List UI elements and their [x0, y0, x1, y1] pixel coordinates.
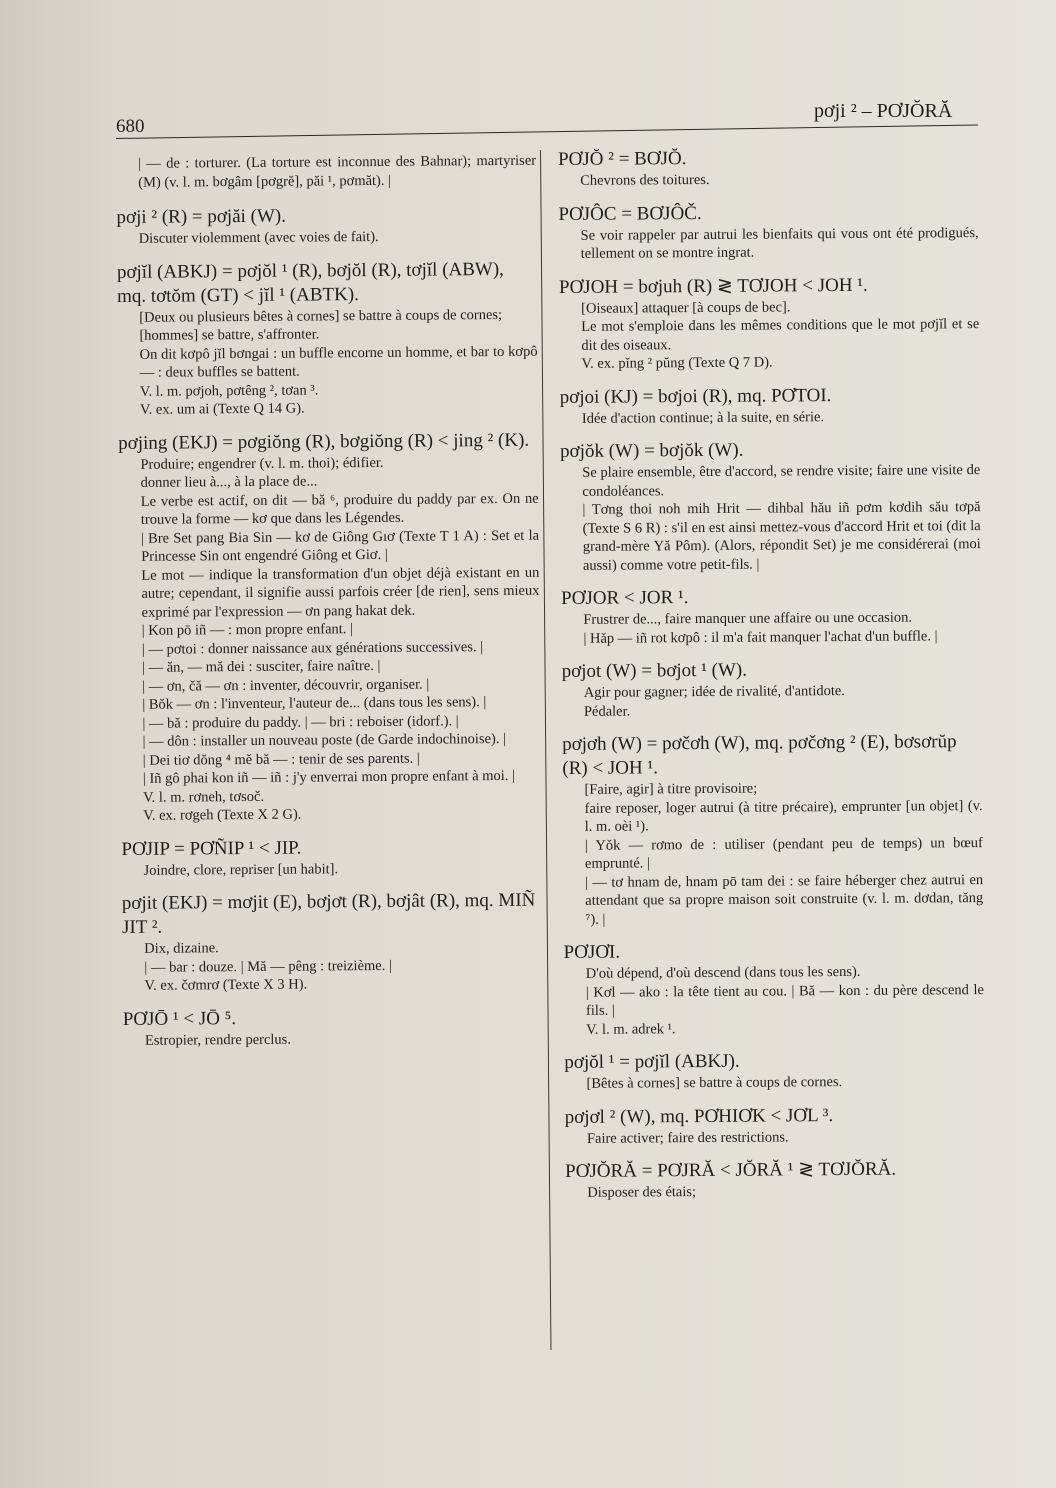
column-divider: [540, 150, 551, 1350]
dictionary-entry: [558, 145, 978, 190]
entry-definition-line: V. ex. rơgeh (Texte X 2 G).: [143, 806, 302, 824]
dictionary-entry: [564, 1048, 984, 1093]
dictionary-entry: [118, 428, 541, 825]
entry-definition-line: | Yŏk — rơmo de : utiliser (pendant peu de temps) un bœuf emprunté. |: [584, 834, 983, 872]
entry-definition-line: [Faire, agir] à titre provisoire;: [584, 780, 758, 798]
entry-definition-line: [Deux ou plusieurs bêtes à cornes] se battre à coups de cornes;: [139, 306, 503, 326]
entry-definition-line: | — dôn : installer un nouveau poste (de Garde indochinoise). |: [142, 730, 507, 750]
left-column: [116, 152, 543, 1062]
dictionary-entry: [562, 657, 982, 721]
entry-definition-line: donner lieu à..., à la place de...: [140, 473, 318, 491]
entry-definition-line: | Bre Set pang Bia Sin — kơ de Giông Gıơ (Texte T 1 A) : Set et la Princesse Sin ont engendré Giông et Giơ. |: [140, 527, 540, 565]
entry-definition-line: V. ex. čơmrơ (Texte X 3 H).: [144, 976, 308, 994]
entry-definition-line: | — bă : produire du paddy. | — bri : reboiser (idorf.). |: [142, 712, 459, 732]
dictionary-entry: [121, 834, 541, 880]
entry-definition-line: [hommes] se battre, s'affronter.: [139, 326, 320, 344]
header-rule: [116, 124, 978, 139]
entry-headword: PƠJÔC = BƠJÔČ.: [558, 202, 702, 225]
entry-headword: pơjot (W) = bơjot ¹ (W).: [561, 659, 748, 682]
entry-definition-line: faire reposer, loger autrui (à titre précaire), emprunter [un objet] (v. l. m. oèi ¹).: [584, 797, 983, 835]
entry-headword: pơjoi (KJ) = bơjoi (R), mq. PƠTOI.: [559, 384, 832, 408]
running-head: pơji ² – PƠJŎRĂ: [814, 100, 953, 122]
entry-headword: pơji ² (R) = pơjăi (W).: [116, 205, 287, 228]
dictionary-entry: [122, 889, 543, 996]
entry-definition-line: Le mot s'emploie dans les mêmes conditions que le mot pơjĭl et se dit des oiseaux.: [581, 316, 980, 354]
entry-definition-line: Dix, dizaine.: [144, 940, 219, 957]
entry-definition-line: V. ex. um ai (Texte Q 14 G).: [139, 400, 305, 418]
dictionary-entry: [562, 730, 983, 929]
entry-definition-line: | — ăn, — mă dei : susciter, faire naître. |: [141, 657, 381, 676]
entry-definition-line: On dit kơpô jĭl bơngai : un buffle encorne un homme, et bar to kơpô — : deux buffles se battent.: [139, 343, 538, 381]
right-column: [558, 145, 985, 1214]
entry-definition-line: V. l. m. adrek ¹.: [586, 1020, 676, 1038]
entry-definition-line: | — pơtoi : donner naissance aux générations successives. |: [141, 638, 484, 658]
dictionary-entry: [561, 584, 981, 648]
page-number: 680: [116, 116, 145, 137]
entry-headword: pơjĭl (ABKJ) = pơjŏl ¹ (R), bơjŏl (R), tơjĭl (ABW), mq. tơtŏm (GT) < jĭl ¹ (ABTK).: [116, 258, 504, 307]
entry-definition-line: | Bŏk — ơn : l'inventeur, l'auteur de... (dans tous les sens). |: [142, 694, 487, 713]
entry-definition-line: Le mot — indique la transformation d'un objet déjà existant en un autre; cependant, il signifie aussi parfois créer [de rien], sens mieux exprimé par l'expression — ơn pang hakat dek.: [141, 564, 540, 621]
entry-definition-line: | Kon pō iñ — : mon propre enfant. |: [141, 621, 353, 639]
entry-definition-line: Discuter violemment (avec voies de fait).: [138, 228, 379, 247]
entry-definition-line: | Iñ gô phai kon iñ — iñ : j'y enverrai mon propre enfant à moi. |: [142, 767, 515, 787]
entry-headword: PƠJOH = bơjuh (R) ≷ TƠJOH < JOH ¹.: [558, 274, 868, 298]
dictionary-entry: [116, 203, 536, 249]
dictionary-entry: [117, 257, 538, 419]
entry-headword: pơjơl ² (W), mq. PƠHIƠK < JƠL ³.: [564, 1104, 834, 1128]
dictionary-entry: [565, 1157, 985, 1202]
entry-headword: pơjit (EKJ) = mơjit (E), bơjơt (R), bơjât (R), mq. MIÑ JIT ².: [121, 889, 536, 938]
entry-definition-line: D'où dépend, d'où descend (dans tous les sens).: [585, 963, 861, 982]
entry-definition-line: | Hăp — iñ rot kơpô : il m'a fait manquer l'achat d'un buffle. |: [583, 627, 938, 647]
entry-definition-line: | — ơn, čă — ơn : inventer, découvrir, organiser. |: [142, 676, 430, 695]
dictionary-entry: [560, 383, 980, 428]
entry-definition-line: | Kơl — ako : la tête tient au cou. | Bă — kon : du père descend le fils. |: [585, 981, 984, 1019]
entry-definition-line: V. l. m. rơneh, tơsoč.: [142, 788, 265, 806]
entry-definition-line: V. l. m. pơjoh, pơtêng ², tơan ³.: [139, 381, 319, 400]
entry-headword: PƠJŎ ² = BƠJŎ.: [558, 148, 687, 170]
entry-headword: pơjŏk (W) = bơjŏk (W).: [560, 439, 744, 462]
left-entries: [116, 203, 543, 1050]
entry-definition-line: Le verbe est actif, on dit — bă ⁶, produire du paddy par ex. On ne trouve la forme — kơ que dans les Légendes.: [140, 490, 539, 528]
entry-headword: PƠJOR < JOR ¹.: [561, 587, 689, 609]
entry-definition-line: Idée d'action continue; à la suite, en série.: [581, 408, 825, 427]
entry-headword: PƠJŎRĂ = PƠJRĂ < JŎRĂ ¹ ≷ TƠJŎRĂ.: [565, 1158, 897, 1182]
entry-definition-line: | Tơng thoi noh mih Hrit — dihbal hău iñ pơm kơdih său tơpă (Texte S 6 R) : s'il en est ainsi mettez-vous d'accord Hrit et toi (dit la grand-mère Yă Pôm). (Alors, répondit Set) je me considérerai (moi aussi) comme votre petit-fils. |: [582, 499, 981, 574]
entry-headword: pơjơh (W) = pơčơh (W), mq. pơčơng ² (E), bơsơrŭp (R) < JOH ¹.: [562, 731, 957, 779]
entry-definition-line: Faire activer; faire des restrictions.: [586, 1128, 789, 1147]
entry-definition-line: V. ex. pĭng ² pŭng (Texte Q 7 D).: [581, 354, 773, 372]
dictionary-entry: [559, 273, 980, 374]
continued-definition: | — de : torturer. (La torture est inconnue des Bahnar); martyriser (M) (v. l. m. bơgâm [pơgrĕ], păi ¹, pơmăt). |: [138, 152, 537, 191]
entry-definition-line: Frustrer de..., faire manquer une affaire ou une occasion.: [583, 609, 913, 628]
entry-headword: pơjing (EKJ) = pơgiŏng (R), bơgiŏng (R) < jing ² (K).: [118, 429, 530, 454]
entry-definition-line: Chevrons des toitures.: [580, 171, 710, 189]
entry-definition-line: Agir pour gagner; idée de rivalité, d'antidote.: [583, 683, 845, 701]
entry-definition-line: Se voir rappeler par autrui les bienfaits qui vous ont été prodigués, tellement on se montre ingrat.: [580, 224, 979, 262]
entry-definition-line: Disposer des étais;: [587, 1184, 697, 1201]
entry-headword: pơjŏl ¹ = pơjĭl (ABKJ).: [564, 1050, 740, 1073]
entry-definition-line: | — bar : douze. | Mă — pêng : treizième. |: [144, 957, 392, 976]
entry-definition-line: [Oiseaux] attaquer [à coups de bec].: [581, 298, 791, 317]
dictionary-entry: [558, 200, 978, 264]
dictionary-entry: [123, 1004, 543, 1050]
entry-definition-line: Se plaire ensemble, être d'accord, se rendre visite; faire une visite de condoléances.: [582, 462, 981, 500]
entry-headword: PƠJŌ ¹ < JŌ ⁵.: [122, 1007, 237, 1030]
entry-definition-line: | Dei tiơ dŏng ⁴ mĕ bă — : tenir de ses parents. |: [142, 750, 420, 769]
right-entries: [558, 145, 985, 1202]
dictionary-entry: [560, 437, 981, 575]
entry-definition-line: Pédaler.: [583, 703, 631, 720]
dictionary-entry: [564, 938, 985, 1039]
entry-definition-line: Produire; engendrer (v. l. m. thoi); édifier.: [140, 454, 384, 473]
entry-definition-line: [Bêtes à cornes] se battre à coups de cornes.: [586, 1074, 843, 1092]
entry-headword: PƠJƠI.: [563, 941, 621, 963]
dictionary-entry: [565, 1103, 985, 1148]
entry-headword: PƠJIP = PƠÑIP ¹ < JIP.: [121, 837, 302, 860]
entry-definition-line: Joindre, clore, repriser [un habit].: [143, 860, 339, 879]
entry-definition-line: Estropier, rendre perclus.: [144, 1031, 291, 1049]
entry-definition-line: | — tơ hnam de, hnam pō tam dei : se faire héberger chez autrui en attendant que sa propre maison soit construite (v. l. m. dơdan, tăng ⁷). |: [585, 871, 984, 928]
